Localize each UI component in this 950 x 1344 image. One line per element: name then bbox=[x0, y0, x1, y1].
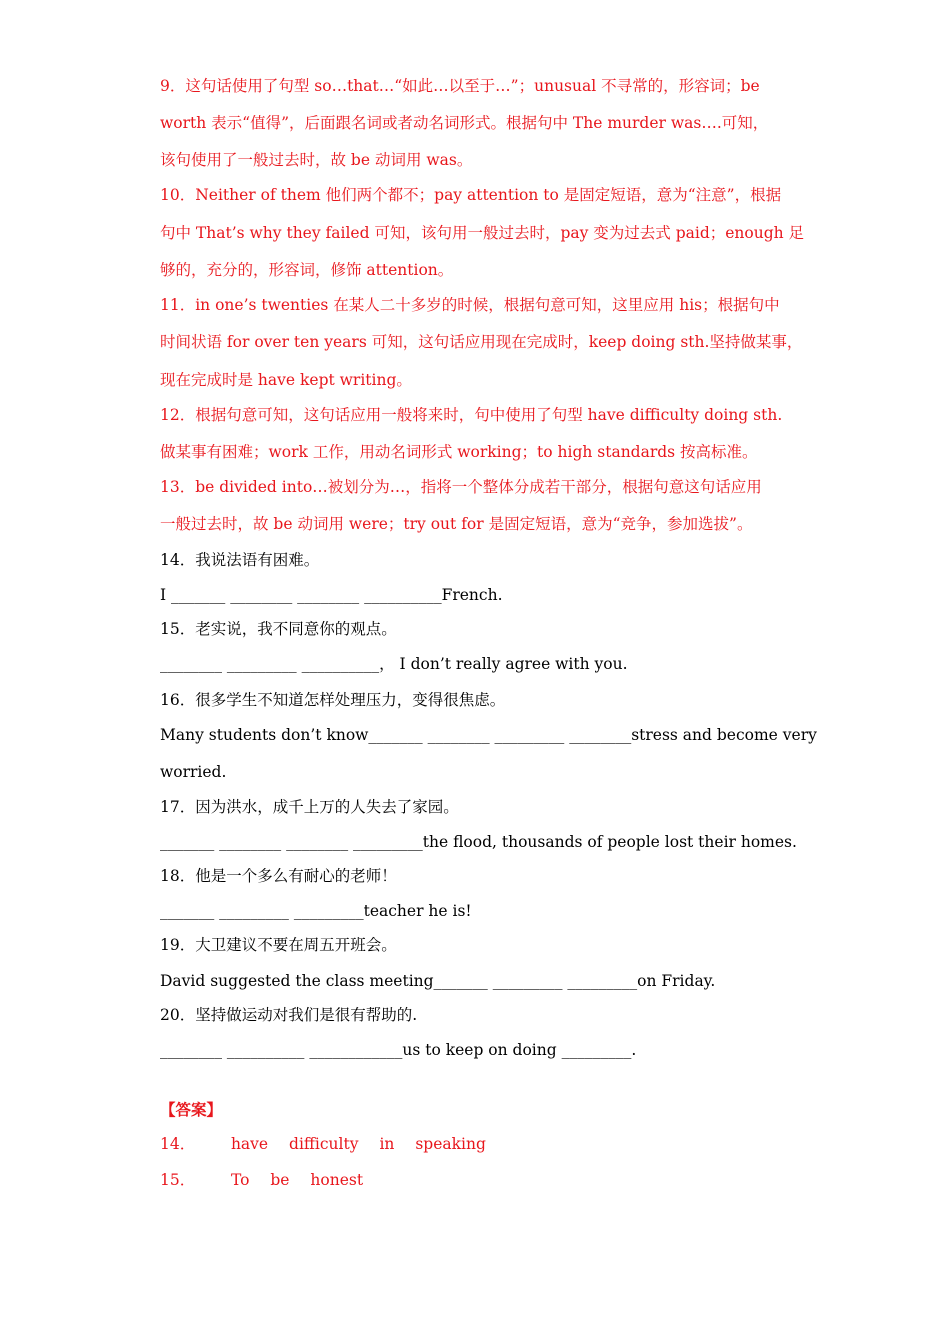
question-blank-line: I _______ ________ ________ __________French. bbox=[160, 586, 503, 604]
question-prompt: 14．我说法语有困难。 bbox=[160, 551, 320, 569]
answer-row bbox=[160, 1134, 502, 1154]
explanation-line: 句中 That’s why they failed 可知，该句用一般过去时，pay 变为过去式 paid；enough 足 bbox=[160, 224, 805, 242]
explanation-line: 12．根据句意可知，这句话应用一般将来时，句中使用了句型 have difficulty doing sth. bbox=[160, 406, 783, 424]
answer-word: difficulty bbox=[289, 1135, 359, 1153]
explanation-line: 做某事有困难；work 工作，用动名词形式 working；to high standards 按高标准。 bbox=[160, 443, 758, 461]
answer-word: have bbox=[230, 1135, 269, 1153]
question-blank-line: worried. bbox=[160, 763, 227, 781]
answer-number: 15． bbox=[160, 1171, 196, 1189]
answer-word: be bbox=[270, 1171, 290, 1189]
question-prompt: 18．他是一个多么有耐心的老师！ bbox=[160, 867, 397, 885]
answer-word: in bbox=[379, 1135, 395, 1153]
question-prompt: 20．坚持做运动对我们是很有帮助的. bbox=[160, 1006, 418, 1024]
explanation-line: worth 表示“值得”，后面跟名词或者动名词形式。根据句中 The murder was….可知， bbox=[160, 114, 769, 132]
explanation-line: 现在完成时是 have kept writing。 bbox=[160, 371, 412, 389]
explanation-line: 10．Neither of them 他们两个都不；pay attention to 是固定短语，意为“注意”，根据 bbox=[160, 186, 782, 204]
question-blank-line: David suggested the class meeting_______ _________ _________on Friday. bbox=[160, 972, 716, 990]
question-blank-line: _______ ________ ________ _________the flood, thousands of people lost their homes. bbox=[160, 833, 797, 851]
explanation-line: 13．be divided into…被划分为…，指将一个整体分成若干部分，根据句意这句话应用 bbox=[160, 478, 762, 496]
explanation-line: 一般过去时，故 be 动词用 were；try out for 是固定短语，意为“竞争，参加选拔”。 bbox=[160, 515, 753, 533]
answer-word: honest bbox=[310, 1171, 364, 1189]
question-prompt: 16．很多学生不知道怎样处理压力，变得很焦虑。 bbox=[160, 691, 506, 709]
answer-row bbox=[160, 1170, 379, 1190]
question-prompt: 19．大卫建议不要在周五开班会。 bbox=[160, 936, 397, 954]
question-blank-line: ________ __________ ____________us to keep on doing _________. bbox=[160, 1041, 637, 1059]
explanation-line: 够的，充分的，形容词，修饰 attention。 bbox=[160, 261, 454, 279]
answer-heading: 【答案】 bbox=[160, 1100, 223, 1119]
question-prompt: 15．老实说，我不同意你的观点。 bbox=[160, 620, 397, 638]
explanation-line: 该句使用了一般过去时，故 be 动词用 was。 bbox=[160, 151, 473, 169]
answer-number: 14． bbox=[160, 1135, 196, 1153]
answer-word: speaking bbox=[415, 1135, 486, 1153]
explanation-line: 11．in one’s twenties 在某人二十多岁的时候，根据句意可知，这里应用 his；根据句中 bbox=[160, 296, 780, 314]
explanation-line: 9．这句话使用了句型 so…that…“如此…以至于…”；unusual 不寻常的，形容词；be bbox=[160, 77, 760, 95]
question-blank-line: _______ _________ _________teacher he is! bbox=[160, 902, 472, 920]
explanation-line: 时间状语 for over ten years 可知，这句话应用现在完成时，keep doing sth.坚持做某事， bbox=[160, 333, 803, 351]
question-blank-line: Many students don’t know_______ ________ _________ ________stress and become very bbox=[160, 726, 817, 744]
question-prompt: 17．因为洪水，成千上万的人失去了家园。 bbox=[160, 798, 459, 816]
question-blank-line: ________ _________ __________， I don’t really agree with you. bbox=[160, 655, 628, 673]
answer-word: To bbox=[230, 1171, 250, 1189]
